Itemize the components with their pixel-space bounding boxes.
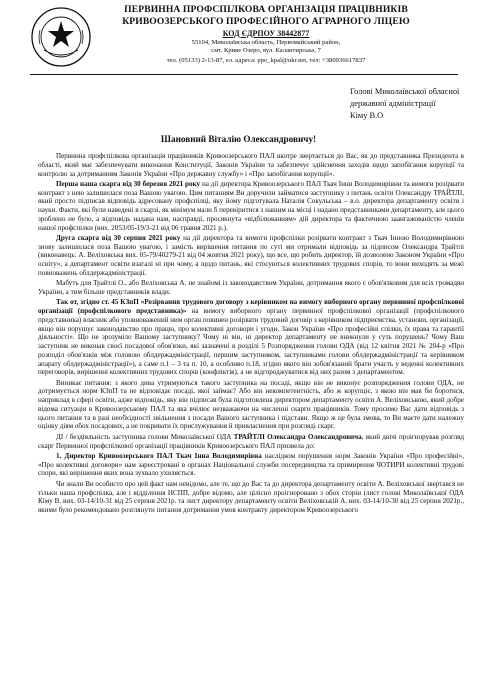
org-name-line-2: КРИВООЗЕРСЬКОГО ПРОФЕСІЙНОГО АГРАРНОГО ЛІЦЕЮ [122, 15, 410, 27]
letter-body [38, 152, 464, 516]
paragraph: Друга скарга від 30 серпня 2021 року на дії директора та вимоги профспілки розірвати контракт з Ткач Інною Володимирівною знову залишилася поза Вашою увагою, і замість вирішення питання по суті ми отримали відповідь за підписом Олександра Трайтлі (виконавець: А. Веліховська вих. 05-79/40279-21 від 04 жовтня 2021 року), що все, що робить директор, їй дозволено Законом України «Про освіту», а департамент освіти взагалі ні при чому, а щодо питань, які стосуються колективних трудових спорів, то вони виходять за межі повноважень облдержадміністрації. [38, 233, 464, 277]
director-name: 1. Директор Кривоозерського ПАЛ Ткач Інна Володимирівна [56, 451, 262, 460]
address-line-2: смт. Криве Озеро, вул. Калантирська, 7 [211, 47, 321, 55]
addressee-block [350, 86, 468, 121]
trade-union-emblem-icon [30, 6, 92, 68]
letterhead [96, 4, 436, 65]
contact-line: тел. (05133) 2-13-87, ел. адреса: ppo_kpal@ukr.net, тел: +380936617837 [166, 56, 366, 64]
paragraph: Так от, згідно ст. 45 КЗпП «Розірвання трудового договору з керівником на вимогу виборного органу первинної профспілкової організації (профспілкового представника)» на вимогу виборного органу первинної профспілкової організації (профспілкового представника) власник або уповноважений ним орган повинен розірвати трудовий договір з керівником підприємства, установи, організації, якщо він порушує законодавство про працю, про колективні договори і угоди, Закон України «Про професійні спілки, їх права та гарантії діяльності». Що не зрозуміло Вашому заступнику? Чому ні він, ні директор департаменту не вникнули у суть порушень? Чому Ваш заступник не виконав своєї посадової обов'язки, які зазначені в розділі 5 Розпорядження голови ОДА (від 12 квітня 2021 № 204-р «Про розподіл обов'язків між головою облдержадміністрації, першим заступником, заступниками голови облдержадміністрації та керівником апарату облдержадміністрації»), а саме п.1 – 3 та п. 10, а особливо п.18, згідно якого він зобов'язаний брати участь у веденні колективних переговорів, вирішенні колективних трудових спорів (конфліктів), а не відгороджуватися від них разом з департаментом. [38, 298, 464, 377]
header-divider [30, 74, 458, 75]
addressee-line-2: державної адміністрації [350, 98, 436, 108]
org-name-line-1: ПЕРВИННА ПРОФСПІЛКОВА ОРГАНІЗАЦІЯ ПРАЦІВНИКІВ [124, 4, 408, 15]
deputy-name: ТРАЙТЛІ Олександра Олександровича [233, 432, 362, 441]
paragraph: Первинна профспілкова організація працівників Кривоозерського ПАЛ вкотре звертається до Вас, як до представника Президента в області, який має забезпечувати виконання Конституції, Законів України та забезпечує здійснення заходів щодо запобігання корупції та контролю за дотриманням Законів України «Про державну службу» і «Про запобігання корупції». [38, 152, 464, 178]
law-citation: Так от, згідно ст. 45 КЗпП «Розірвання трудового договору з керівником на вимогу виборного органу первинної профспілкової організації (профспілкового представника)» [38, 298, 464, 316]
first-complaint-heading: Перша наша скарга від 30 березня 2021 року [56, 179, 201, 188]
paragraph: Чи знали Ви особисто про цей факт нам невідомо, але те, що до Вас та до директора департаменту освіти А. Веліховської звертався не тільки наша профспілка, але і відділення НСПП, добре відомо, але цілісно проігноровано з обох сторін (лист голові Миколаївської ОДА Кіму В. вих. 03-14/10-31 від 25 серпня 2021р. та лист директору департаменту освіти Веліховській А. вих. 03-14/10-30 від 25 серпня 2021р., якими було рекомендовано розглянути питання дотримання умов контракту директором Кривоозерського [38, 479, 464, 514]
addressee-line-1: Голові Миколаївської обласної [350, 87, 460, 96]
paragraph: 1. Директор Кривоозерського ПАЛ Ткач Інна Володимирівна наслідком порушення норм Законів України «Про професійні», «Про колективні договори» нам зареєстровані в органах Національної служби посередництва та примирення ЧОТИРИ колективні трудові спори, які вирішення яких вона зухвало ухиляється. [38, 451, 464, 478]
paragraph: Мабуть для Трайтлі О., або Веліховська А. не знайомі із законодавством України, дотримання якого є обов'язковим для всіх громадян України, а тим більше представників влади. [38, 279, 464, 297]
paragraph: ДІ / бездіяльність заступника голови Миколаївської ОДА ТРАЙТЛІ Олександра Олександровича, який двічі проігнорував розгляд скарг Первинної профспілкової організації працівників Кривоозерського ПАЛ призвела до: [38, 432, 464, 450]
greeting: Шановний Віталію Олександровичу! [160, 134, 317, 144]
edrpou-code: КОД ЄДРПОУ 38442877 [222, 29, 310, 38]
paragraph: Перша наша скарга від 30 березня 2021 року на дії директора Кривоозерського ПАЛ Ткач Інни Володимирівни та вимоги розірвати контракт з нею залишилася поза Вашою увагою. Цим питанням Ви доручили займатися заступнику з питань освіти Олександру ТРАЙТЛІ, який просто підписав відповідь адресовану профспілці, яку йому підготувала Наталія Сокульська – в.о. директора департаменту освіти і науки. Факти, які були наведені в скарзі, як мінімум мали б перевіритися з нашим на місці і надано представниками департаменту, але цього зроблено не було, а відповідь надана нам, насправді, просякнута «відбілюванням» дій директора та фактичною заангажованістю членів нашої профспілки (вих. 2053/05-19/3-21 від 06 травня 2021 р.). [38, 179, 464, 232]
addressee-line-3: Кіму В.О [350, 110, 384, 120]
address-line-1: 55104, Миколаївська область, Первомайський район, [191, 39, 341, 46]
second-complaint-heading: Друга скарга від 30 серпня 2021 року [56, 233, 181, 242]
paragraph: Виникає питання: з якого дива утримуються такого заступника на посаді, якщо він не виконує розпорядження голови ОДА, не дотримується норм КЗпП та не відповідає посаді, якої займає? Або він некомпетентність, або ж корупціє, з якою він мав би боротися, наприклад в сфері освіти, адже відповідь, яку він підписав була підготовлена директором департаменту освіти А. Веліховською, який добре відома ситуація в Кривоозерському ПАЛ та яка вчілює незважаючи на численні скарги працівників. Тому просимо Вас дати відповідь з цього питання та в разі необхідності звільнення з посади Вашого заступника і підстави. Якщо ж це була змова, то Ви маєте дати належну оцінку діям обох посадових, а не покривати їх прислужування й привласнення при розгляді скарг. [38, 378, 464, 431]
